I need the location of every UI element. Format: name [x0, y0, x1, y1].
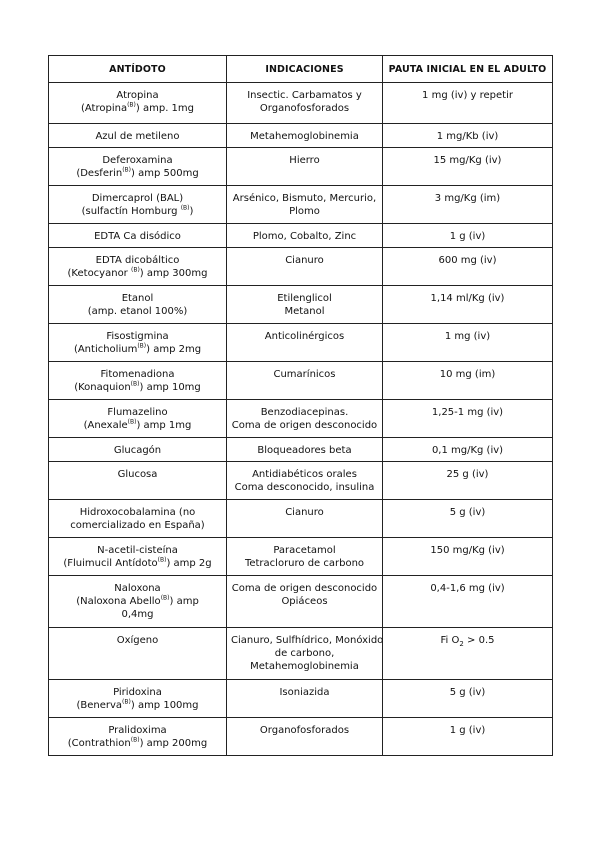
antidote-cell: [49, 462, 227, 500]
antidote-text: (Anexale$^{(B)}$) amp 1mg: [83, 418, 192, 431]
dose-text: 5 g (iv): [449, 507, 486, 518]
indication-cell: [227, 83, 383, 124]
antidote-cell: [49, 83, 227, 124]
table-row: [49, 186, 553, 224]
dose-text: Fi $O_2 > 0.5$: [440, 635, 495, 648]
antidote-text: Dimercaprol (BAL): [91, 193, 184, 204]
indication-text: Coma de origen desconocido: [231, 583, 378, 594]
antidote-cell: [49, 148, 227, 186]
dose-cell: [383, 124, 553, 148]
indication-text: Organofosforados: [259, 103, 350, 114]
indication-cell: [227, 718, 383, 756]
antidote-cell: [49, 224, 227, 248]
antidote-text: Azul de metileno: [95, 131, 180, 142]
antidote-cell: [49, 248, 227, 286]
antidote-text: N-acetil-cisteína: [97, 545, 178, 556]
antidote-text: (Ketocyanor $^{(B)}$) amp 300mg: [67, 266, 208, 279]
indication-cell: [227, 538, 383, 576]
antidote-text: Atropina: [116, 90, 159, 101]
dose-cell: [383, 83, 553, 124]
dose-text: 1 mg (iv) y repetir: [422, 90, 513, 101]
indication-text: Opiáceos: [281, 596, 328, 607]
table-row: [49, 148, 553, 186]
dose-cell: [383, 576, 553, 628]
dose-cell: [383, 400, 553, 438]
indication-cell: [227, 286, 383, 324]
indication-text: Insectic. Carbamatos y: [247, 90, 362, 101]
antidote-text: (Contrathion$^{(B)}$) amp 200mg: [67, 736, 208, 749]
dose-cell: [383, 362, 553, 400]
dose-cell: [383, 248, 553, 286]
antidote-text: EDTA dicobáltico: [95, 255, 180, 266]
indication-text: Anticolinérgicos: [264, 331, 345, 342]
antidote-cell: [49, 576, 227, 628]
dose-cell: [383, 438, 553, 462]
header-antidote: ANTÍDOTO: [49, 56, 227, 83]
dose-cell: [383, 224, 553, 248]
indication-text: Plomo: [289, 206, 320, 217]
dose-cell: [383, 538, 553, 576]
indication-cell: [227, 500, 383, 538]
antidote-text: Fisostigmina: [106, 331, 169, 342]
antidote-text: Deferoxamina: [102, 155, 173, 166]
indication-text: Bloqueadores beta: [257, 445, 352, 456]
indication-text: Cianuro, Sulfhídrico, Monóxido: [231, 635, 384, 646]
table-body: [49, 83, 553, 756]
indication-text: Metahemoglobinemia: [250, 661, 359, 672]
antidote-text: (Benerva$^{(B)}$) amp 100mg: [76, 698, 199, 711]
table-row: [49, 83, 553, 124]
indication-text: Cianuro: [285, 255, 324, 266]
dose-cell: [383, 186, 553, 224]
indication-text: Organofosforados: [259, 725, 350, 736]
dose-cell: [383, 628, 553, 680]
dose-text: 1,14 ml/Kg (iv): [430, 293, 505, 304]
antidote-text: (Desferin$^{(B)}$) amp 500mg: [76, 166, 199, 179]
antidote-cell: [49, 186, 227, 224]
dose-text: 25 g (iv): [446, 469, 489, 480]
antidote-text: EDTA Ca disódico: [94, 231, 181, 242]
antidotes-table: [48, 55, 553, 756]
antidote-text: Oxígeno: [116, 635, 159, 646]
indication-text: de carbono,: [274, 648, 335, 659]
table-row: [49, 576, 553, 628]
antidote-text: Glucagón: [113, 445, 162, 456]
dose-cell: [383, 680, 553, 718]
table-row: [49, 224, 553, 248]
dose-text: 0,4-1,6 mg (iv): [430, 583, 505, 594]
indication-text: Arsénico, Bismuto, Mercurio,: [232, 193, 377, 204]
table-row: [49, 438, 553, 462]
table-row: [49, 462, 553, 500]
indication-cell: [227, 186, 383, 224]
indication-cell: [227, 628, 383, 680]
dose-text: 10 mg (im): [439, 369, 496, 380]
table-row: [49, 324, 553, 362]
antidote-text: (Atropina$^{(B)}$) amp. 1mg: [80, 101, 194, 114]
antidote-text: (Konaquion$^{(B)}$) amp 10mg: [74, 380, 201, 393]
antidote-cell: [49, 324, 227, 362]
indication-cell: [227, 324, 383, 362]
indication-cell: [227, 576, 383, 628]
indication-cell: [227, 438, 383, 462]
dose-cell: [383, 718, 553, 756]
table-row: [49, 500, 553, 538]
indication-text: Coma de origen desconocido: [231, 420, 378, 431]
dose-text: 15 mg/Kg (iv): [433, 155, 502, 166]
antidote-text: Naloxona: [114, 583, 161, 594]
indication-text: Cianuro: [285, 507, 324, 518]
indication-cell: [227, 362, 383, 400]
dose-text: 3 mg/Kg (im): [434, 193, 501, 204]
dose-text: 1,25-1 mg (iv): [431, 407, 504, 418]
dose-text: 1 mg/Kb (iv): [436, 131, 499, 142]
table-row: [49, 400, 553, 438]
table-row: [49, 248, 553, 286]
antidote-cell: [49, 500, 227, 538]
indication-cell: [227, 400, 383, 438]
antidote-cell: [49, 438, 227, 462]
antidote-text: Hidroxocobalamina (no: [79, 507, 196, 518]
indication-text: Tetracloruro de carbono: [244, 558, 365, 569]
dose-cell: [383, 324, 553, 362]
dose-cell: [383, 148, 553, 186]
antidote-cell: [49, 400, 227, 438]
dose-text: 0,1 mg/Kg (iv): [431, 445, 504, 456]
dose-cell: [383, 462, 553, 500]
dose-cell: [383, 500, 553, 538]
indication-text: Benzodiacepinas.: [260, 407, 349, 418]
antidote-text: Fitomenadiona: [100, 369, 175, 380]
antidote-text: Piridoxina: [113, 687, 162, 698]
indication-cell: [227, 148, 383, 186]
indication-cell: [227, 680, 383, 718]
indication-text: Cumarínicos: [273, 369, 336, 380]
antidote-text: (amp. etanol 100%): [87, 306, 188, 317]
indication-cell: [227, 124, 383, 148]
antidote-text: Pralidoxima: [108, 725, 167, 736]
antidote-text: (Naloxona Abello$^{(B)}$) amp: [76, 594, 199, 607]
indication-text: Coma desconocido, insulina: [234, 482, 375, 493]
antidote-cell: [49, 124, 227, 148]
dose-text: 5 g (iv): [449, 687, 486, 698]
table-row: [49, 124, 553, 148]
indication-text: Plomo, Cobalto, Zinc: [252, 231, 357, 242]
indication-text: Hierro: [289, 155, 320, 166]
dose-text: 600 mg (iv): [438, 255, 497, 266]
indication-text: Metanol: [284, 306, 325, 317]
table-row: [49, 538, 553, 576]
indication-cell: [227, 224, 383, 248]
antidote-cell: [49, 286, 227, 324]
header-indications: INDICACIONES: [227, 56, 383, 83]
table-row: [49, 628, 553, 680]
dose-text: 1 g (iv): [449, 231, 486, 242]
antidote-text: (Fluimucil Antídoto$^{(B)}$) amp 2g: [63, 556, 212, 569]
indication-text: Etilenglicol: [277, 293, 332, 304]
dose-cell: [383, 286, 553, 324]
antidote-cell: [49, 718, 227, 756]
indication-text: Antidiabéticos orales: [252, 469, 357, 480]
antidote-cell: [49, 628, 227, 680]
header-initial-dose: PAUTA INICIAL EN EL ADULTO: [383, 56, 553, 83]
antidote-text: Glucosa: [117, 469, 158, 480]
antidote-text: (sulfactín Homburg $^{(B)}$): [81, 204, 194, 217]
dose-text: 1 mg (iv): [444, 331, 491, 342]
table-row: [49, 286, 553, 324]
indication-text: Metahemoglobinemia: [250, 131, 359, 142]
table-row: [49, 718, 553, 756]
dose-text: 150 mg/Kg (iv): [430, 545, 505, 556]
antidote-text: comercializado en España): [70, 520, 205, 531]
table-row: [49, 680, 553, 718]
indication-text: Isoniazida: [279, 687, 330, 698]
table-row: [49, 362, 553, 400]
table-header-row: [49, 56, 553, 83]
antidote-text: 0,4mg: [121, 609, 154, 620]
antidote-text: (Anticholium$^{(B)}$) amp 2mg: [73, 342, 202, 355]
indication-text: Paracetamol: [273, 545, 336, 556]
dose-text: 1 g (iv): [449, 725, 486, 736]
antidote-cell: [49, 362, 227, 400]
indication-cell: [227, 462, 383, 500]
antidote-text: Etanol: [121, 293, 154, 304]
antidote-cell: [49, 538, 227, 576]
antidote-cell: [49, 680, 227, 718]
indication-cell: [227, 248, 383, 286]
antidote-text: Flumazelino: [107, 407, 168, 418]
